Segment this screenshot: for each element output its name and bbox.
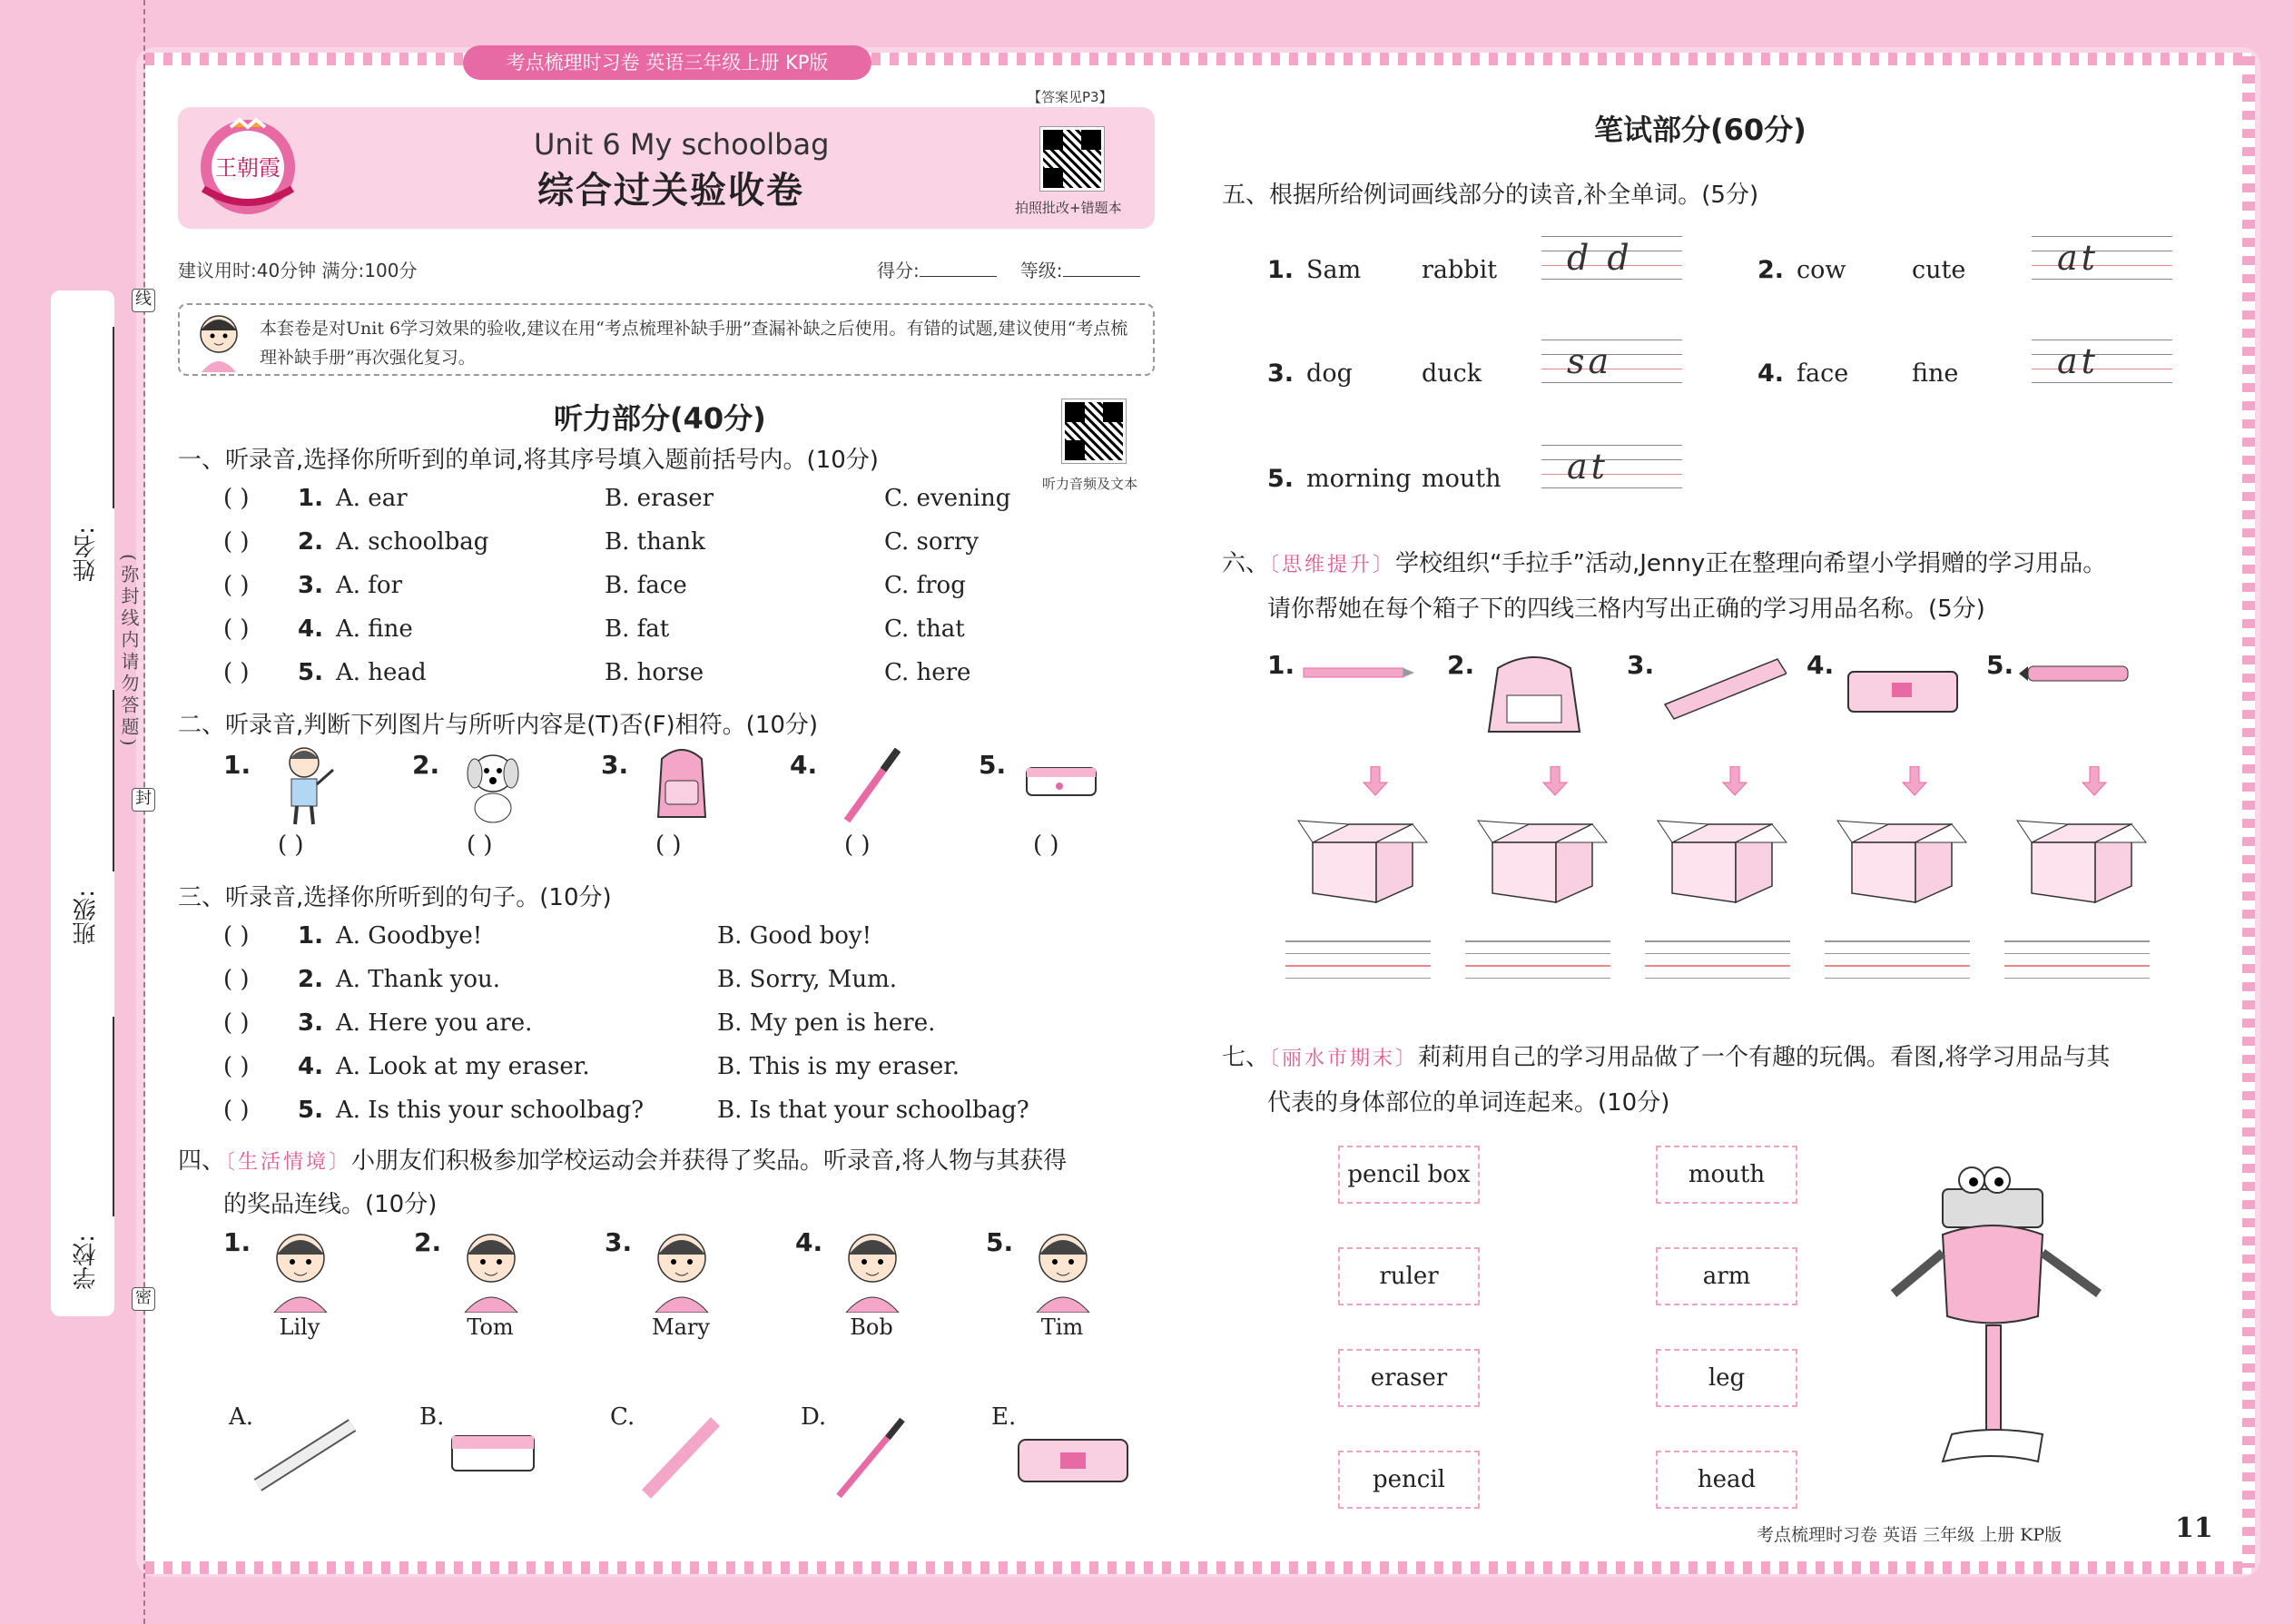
item-number: 4. [298, 615, 323, 643]
box-icon [1654, 806, 1790, 906]
q6-writing-lines[interactable] [1825, 940, 1970, 997]
person-name: Bob [850, 1314, 893, 1340]
q5-handwritten-answer: sa [1567, 341, 1613, 381]
answer-paren[interactable]: ( ) [223, 485, 250, 512]
supply-word-box[interactable]: pencil box [1338, 1146, 1480, 1204]
answer-paren[interactable]: ( ) [223, 1053, 250, 1080]
supply-word-box[interactable]: ruler [1338, 1247, 1480, 1305]
q5-item [1757, 256, 1966, 284]
school-field[interactable] [113, 1017, 114, 1216]
down-arrow-icon [1721, 766, 1748, 797]
down-arrow-icon [1901, 766, 1928, 797]
pencil-box-prize-icon [1015, 1412, 1133, 1503]
q5-handwritten-answer: at [2057, 341, 2099, 381]
example-word: morning [1306, 465, 1412, 493]
q5-item [1267, 256, 1498, 284]
target-word: rabbit [1422, 256, 1498, 284]
prize-letter: B. [419, 1403, 445, 1431]
student-info-strip [51, 290, 114, 1316]
prize-letter: D. [801, 1403, 827, 1431]
boy-picture-icon [263, 741, 345, 832]
bottom-border [145, 1561, 2251, 1574]
q5-writing-lines[interactable] [2032, 236, 2172, 280]
option-a: A. schoolbag [336, 528, 489, 556]
prize-letter: A. [229, 1403, 254, 1431]
pencil-prize-icon [634, 1412, 752, 1503]
q5-handwritten-answer: d d [1567, 238, 1633, 278]
option-a: A. Goodbye! [336, 922, 483, 950]
option-b: B. eraser [605, 485, 714, 512]
box-icon [1834, 806, 1970, 906]
target-word: fine [1912, 359, 1959, 388]
item-number: 1. [298, 922, 323, 950]
item-number: 4. [1757, 359, 1785, 388]
notice-box [178, 303, 1155, 376]
q1-row [223, 485, 1011, 516]
q3-row [223, 1053, 1040, 1084]
answer-paren[interactable]: ( ) [223, 1097, 250, 1124]
q2-item-number: 3. [601, 750, 629, 780]
q6-writing-lines[interactable] [1645, 940, 1790, 997]
example-word: cow [1797, 256, 1846, 284]
answer-paren[interactable]: ( ) [223, 615, 250, 643]
item-number: 1. [1267, 256, 1295, 284]
q3-title: 三、听录音,选择你所听到的句子。(10分) [178, 884, 612, 911]
q2-answer-paren[interactable]: ( ) [655, 832, 682, 859]
q1-row [223, 572, 1004, 603]
target-word: mouth [1422, 465, 1501, 493]
dog-picture-icon [452, 741, 534, 832]
q2-item-number: 2. [412, 750, 440, 780]
q2-answer-paren[interactable]: ( ) [467, 832, 493, 859]
q4-title: 四、〔生活情境〕小朋友们积极参加学校运动会并获得了奖品。听录音,将人物与其获得 [178, 1147, 1068, 1175]
schoolbag-picture-icon [641, 741, 723, 832]
item-number: 5. [298, 659, 323, 686]
q6-title-line2: 请你帮她在每个箱子下的四线三格内写出正确的学习用品名称。(5分) [1267, 595, 1985, 623]
pen-picture-icon [830, 741, 911, 832]
unit-title: Unit 6 My schoolbag [534, 127, 830, 162]
seal-char-close: 密 [132, 1287, 155, 1311]
option-a: A. for [336, 572, 403, 599]
grade-label: 等级: [1019, 260, 1063, 281]
option-a: A. Look at my eraser. [336, 1053, 590, 1080]
q1-row [223, 659, 1004, 690]
ruler-prize-icon [252, 1412, 370, 1503]
person-name: Lily [279, 1314, 320, 1340]
q6-item-number: 4. [1807, 650, 1835, 680]
class-label: 班级: [73, 890, 100, 945]
q6-item-number: 1. [1267, 650, 1295, 680]
seal-char-line: 线 [132, 289, 155, 312]
q6-writing-lines[interactable] [1285, 940, 1431, 997]
time-and-score: 建议用时:40分钟 满分:100分 [178, 260, 418, 281]
child-portrait-icon [260, 1222, 341, 1313]
score-grade [877, 256, 1140, 282]
score-field[interactable] [920, 276, 997, 277]
body-part-word-box[interactable]: leg [1656, 1349, 1797, 1407]
person-number: 4. [795, 1227, 823, 1257]
supply-word-box[interactable]: pencil [1338, 1451, 1480, 1509]
q5-item [1267, 359, 1482, 388]
schoolbag-supply-icon [1480, 650, 1607, 737]
q6-writing-lines[interactable] [2004, 940, 2150, 997]
q2-answer-paren[interactable]: ( ) [278, 832, 304, 859]
item-number: 1. [298, 485, 323, 512]
prize-letter: E. [991, 1403, 1017, 1431]
pencil-supply-icon [1300, 650, 1427, 737]
q5-item [1267, 465, 1501, 493]
person-number: 1. [223, 1227, 251, 1257]
option-a: A. head [336, 659, 427, 686]
answer-paren[interactable]: ( ) [223, 659, 250, 686]
q2-title: 二、听录音,判断下列图片与所听内容是(T)否(F)相符。(10分) [178, 712, 819, 739]
child-portrait-icon [641, 1222, 723, 1313]
right-border [2242, 56, 2255, 1568]
pen-prize-icon [824, 1412, 942, 1503]
notice-text: 本套卷是对Unit 6学习效果的验收,建议在用“考点梳理补缺手册”查漏补缺之后使用。有错的试题,建议使用“考点梳理补缺手册”再次强化复习。 [260, 319, 1128, 368]
item-number: 2. [298, 528, 323, 556]
written-title: 笔试部分(60分) [1594, 113, 1807, 147]
q6-writing-lines[interactable] [1465, 940, 1610, 997]
option-a: A. Here you are. [336, 1009, 533, 1037]
q6-title: 六、〔思维提升〕学校组织“手拉手”活动,Jenny正在整理向希望小学捐赠的学习用品。 [1222, 550, 2107, 577]
down-arrow-icon [1362, 766, 1389, 797]
person-name: Tom [467, 1314, 514, 1340]
q6-item-number: 5. [1986, 650, 2014, 680]
option-b: B. fat [605, 615, 670, 643]
item-number: 3. [298, 1009, 323, 1037]
pencil-box-picture-icon [1019, 741, 1100, 832]
supply-word-box[interactable]: eraser [1338, 1349, 1480, 1407]
person-number: 2. [414, 1227, 442, 1257]
seal-char-seal: 封 [132, 788, 155, 812]
option-b: B. Sorry, Mum. [717, 966, 898, 993]
pencil-box-supply-icon [1839, 650, 1966, 737]
person-number: 5. [986, 1227, 1014, 1257]
q2-item-number: 4. [790, 750, 818, 780]
q1-row [223, 615, 1004, 646]
person-number: 3. [605, 1227, 633, 1257]
option-c: C. that [884, 615, 965, 643]
prize-letter: C. [610, 1403, 635, 1431]
option-b: B. horse [605, 659, 704, 686]
option-b: B. Is that your schoolbag? [717, 1097, 1029, 1124]
q3-row [223, 1009, 1040, 1040]
q2-item-number: 5. [979, 750, 1007, 780]
child-portrait-icon [450, 1222, 532, 1313]
answer-paren[interactable]: ( ) [223, 922, 250, 950]
name-label: 姓名: [73, 527, 100, 582]
q1-row [223, 528, 1004, 559]
down-arrow-icon [1541, 766, 1569, 797]
listening-title: 听力部分(40分) [554, 401, 766, 436]
q2-answer-paren[interactable]: ( ) [844, 832, 871, 859]
title-header [178, 107, 1155, 229]
seal-note: (弥封线内请勿答题) [118, 554, 140, 750]
example-word: dog [1306, 359, 1353, 388]
box-icon [1295, 806, 1431, 906]
example-word: face [1797, 359, 1849, 388]
target-word: duck [1422, 359, 1482, 388]
brand-logo-icon [194, 116, 301, 218]
q5-title: 五、根据所给例词画线部分的读音,补全单词。(5分) [1222, 182, 1759, 209]
answer-paren[interactable]: ( ) [223, 966, 250, 993]
option-a: A. ear [336, 485, 408, 512]
body-part-word-box[interactable]: arm [1656, 1247, 1797, 1305]
q5-item [1757, 359, 1959, 388]
target-word: cute [1912, 256, 1966, 284]
ruler-supply-icon [1659, 650, 1787, 737]
name-field[interactable] [113, 327, 114, 508]
score-label: 得分: [877, 260, 920, 281]
page-number: 11 [2175, 1512, 2213, 1544]
box-icon [2013, 806, 2150, 906]
body-part-word-box[interactable]: head [1656, 1451, 1797, 1509]
school-label: 学校: [73, 1235, 100, 1290]
q4-title-line2: 的奖品连线。(10分) [223, 1191, 438, 1218]
option-a: A. Thank you. [336, 966, 501, 993]
q5-handwritten-answer: at [2057, 238, 2099, 278]
option-c: C. sorry [884, 528, 980, 556]
answer-reference: 【答案见P3】 [1028, 89, 1113, 105]
option-b: B. My pen is here. [717, 1009, 936, 1037]
grade-field[interactable] [1063, 276, 1140, 277]
option-c: C. frog [884, 572, 966, 599]
body-part-word-box[interactable]: mouth [1656, 1146, 1797, 1204]
q6-item-number: 3. [1627, 650, 1655, 680]
item-number: 3. [1267, 359, 1295, 388]
q2-item-number: 1. [223, 750, 251, 780]
qr-code-icon[interactable] [1040, 127, 1104, 191]
option-b: B. face [605, 572, 687, 599]
option-b: B. Good boy! [717, 922, 872, 950]
option-b: B. This is my eraser. [717, 1053, 960, 1080]
q7-title: 七、〔丽水市期末〕莉莉用自己的学习用品做了一个有趣的玩偶。看图,将学习用品与其 [1222, 1044, 2111, 1071]
footer-series: 考点梳理时习卷 英语 三年级 上册 KP版 [1757, 1525, 2063, 1545]
q5-writing-lines[interactable] [2032, 340, 2172, 383]
answer-paren[interactable]: ( ) [223, 528, 250, 556]
top-border [145, 53, 2251, 65]
option-a: A. Is this your schoolbag? [336, 1097, 645, 1124]
stationery-doll-icon [1888, 1162, 2106, 1471]
qr-caption: 拍照批改+错题本 [1015, 200, 1122, 216]
svg-text:王朝霞: 王朝霞 [215, 155, 281, 181]
q6-item-number: 2. [1447, 650, 1475, 680]
example-word: Sam [1306, 256, 1362, 284]
item-number: 5. [1267, 465, 1295, 493]
item-number: 5. [298, 1097, 323, 1124]
audio-qr-code-icon[interactable] [1062, 399, 1126, 463]
child-portrait-icon [1022, 1222, 1104, 1313]
girl-mascot-icon [189, 309, 249, 372]
box-icon [1474, 806, 1610, 906]
series-banner: 考点梳理时习卷 英语三年级上册 KP版 [463, 45, 871, 80]
eraser-prize-icon [443, 1412, 561, 1503]
item-number: 4. [298, 1053, 323, 1080]
item-number: 2. [1757, 256, 1785, 284]
person-name: Mary [652, 1314, 710, 1340]
exam-title: 综合过关验收卷 [537, 170, 804, 212]
q2-answer-paren[interactable]: ( ) [1033, 832, 1059, 859]
option-c: C. evening [884, 485, 1011, 512]
q7-title-line2: 代表的身体部位的单词连起来。(10分) [1267, 1089, 1670, 1117]
q5-writing-lines[interactable] [1541, 445, 1682, 488]
answer-paren[interactable]: ( ) [223, 1009, 250, 1037]
item-number: 2. [298, 966, 323, 993]
audio-qr-caption: 听力音频及文本 [1042, 476, 1138, 492]
option-b: B. thank [605, 528, 705, 556]
child-portrait-icon [832, 1222, 913, 1313]
answer-paren[interactable]: ( ) [223, 572, 250, 599]
class-field[interactable] [113, 690, 114, 871]
q3-row [223, 922, 1040, 953]
pen-supply-icon [2019, 650, 2146, 737]
down-arrow-icon [2081, 766, 2108, 797]
q5-handwritten-answer: at [1567, 447, 1609, 487]
q1-title: 一、听录音,选择你所听到的单词,将其序号填入题前括号内。(10分) [178, 447, 879, 474]
person-name: Tim [1040, 1314, 1084, 1340]
q3-row [223, 1097, 1040, 1127]
option-c: C. here [884, 659, 971, 686]
item-number: 3. [298, 572, 323, 599]
option-a: A. fine [336, 615, 413, 643]
seal-cut-line [143, 0, 145, 1624]
q3-row [223, 966, 1040, 997]
